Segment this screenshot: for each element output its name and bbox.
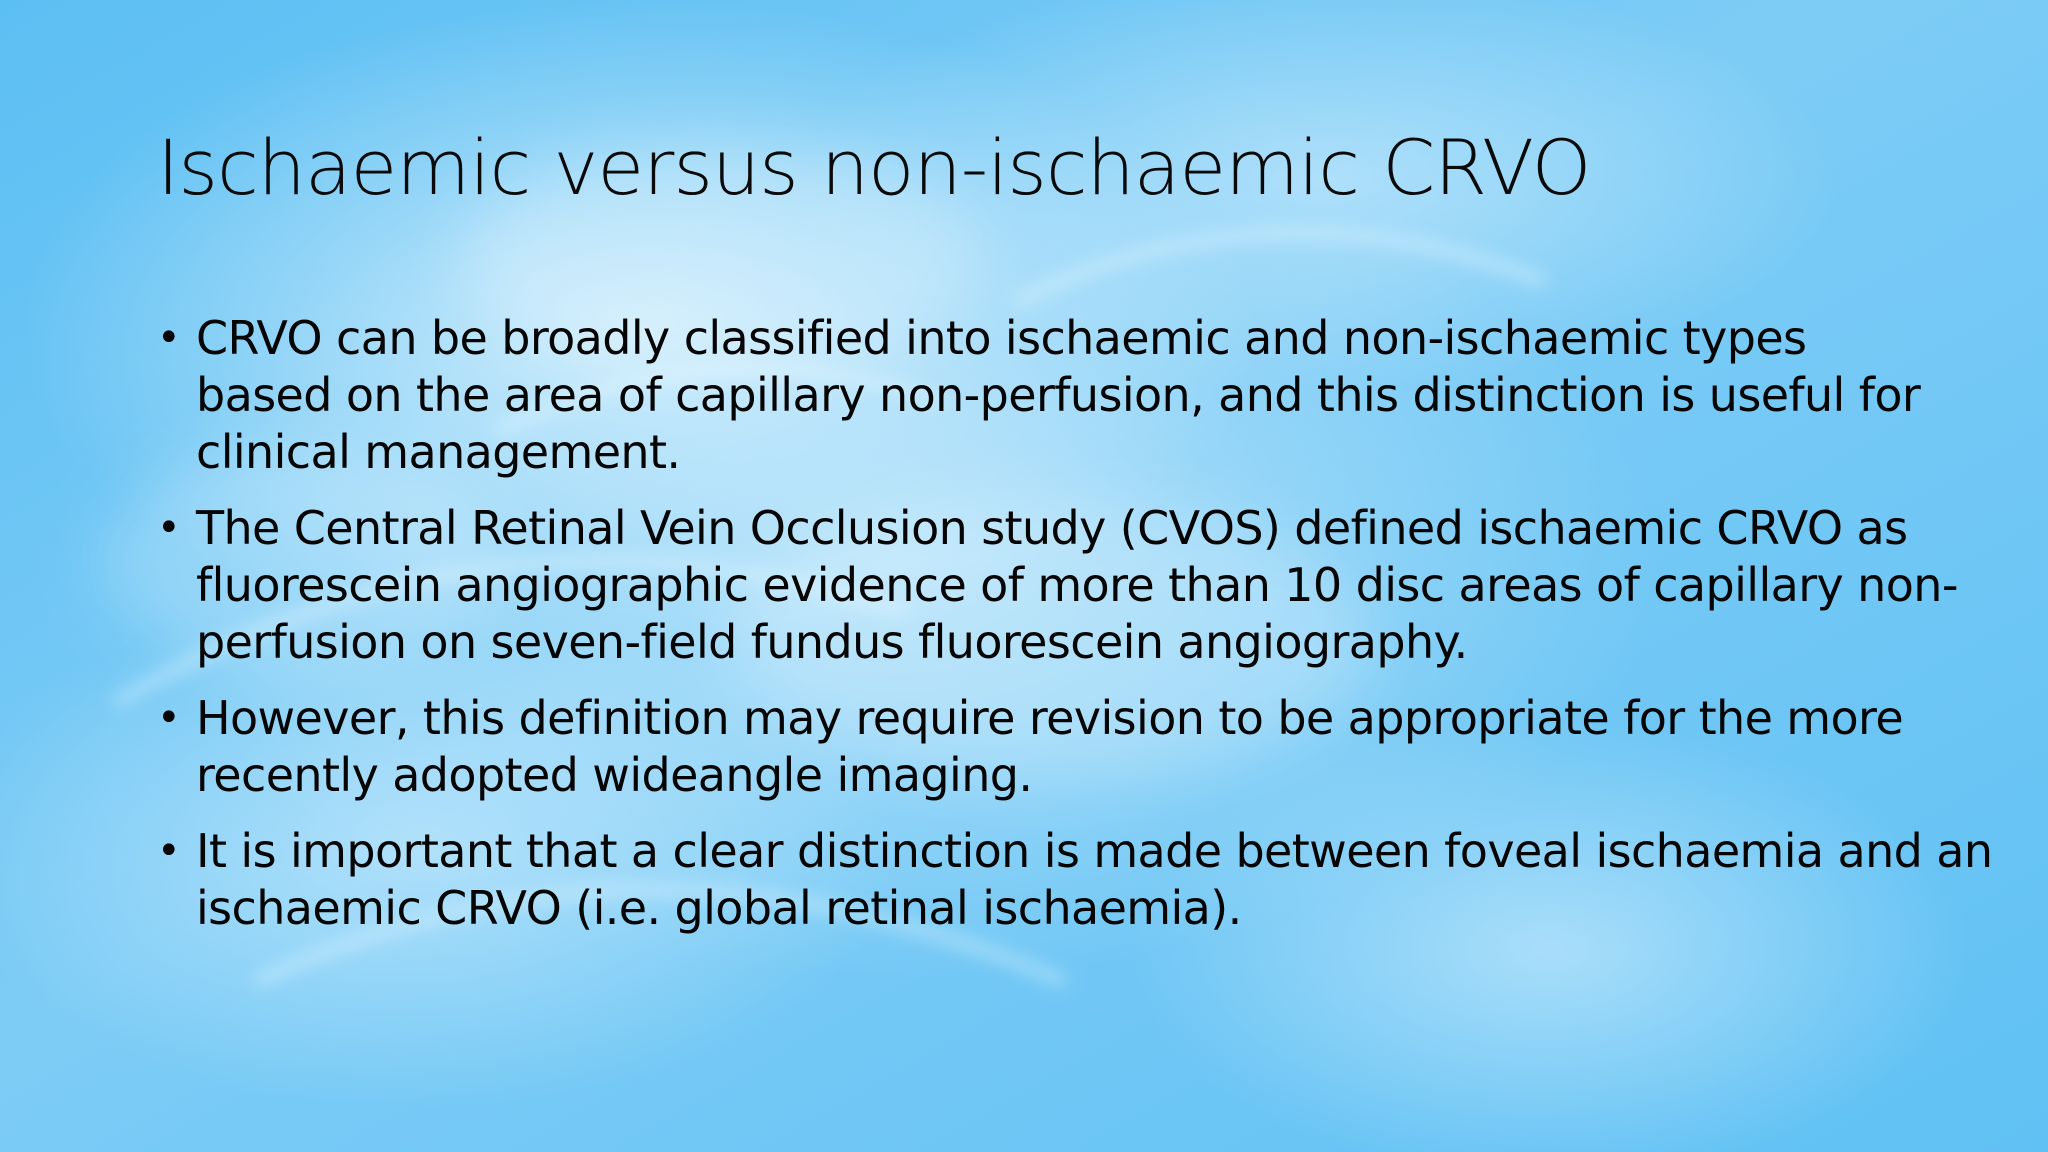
bullet-text: The Central Retinal Vein Occlusion study (CVOS) defined ischaemic CRVO as fluorescein angiographic evidence of more than 10 disc areas of capillary non-perfusion on seven-field fundus fluorescein angiography. [196, 501, 1958, 669]
bullet-item [155, 310, 1956, 481]
bullet-item [155, 500, 2048, 671]
bullet-text: It is important that a clear distinction is made between foveal ischaemia and an ischaemic CRVO (i.e. global retinal ischaemia). [196, 824, 1993, 935]
bullet-marker: • [157, 505, 180, 551]
bullet-marker: • [157, 828, 180, 874]
bullet-marker: • [157, 695, 180, 741]
bullet-item [155, 823, 2048, 937]
bullet-list [155, 310, 1993, 956]
bullet-text: CRVO can be broadly classified into ischaemic and non-ischaemic types based on the area of capillary non-perfusion, and this distinction is useful for clinical management. [196, 311, 1921, 479]
bullet-item [155, 690, 1956, 804]
bullet-text: However, this definition may require revision to be appropriate for the more recently adopted wideangle imaging. [196, 691, 1904, 802]
slide-title: Ischaemic versus non-ischaemic CRVO [157, 123, 1591, 212]
bullet-marker: • [157, 315, 180, 361]
